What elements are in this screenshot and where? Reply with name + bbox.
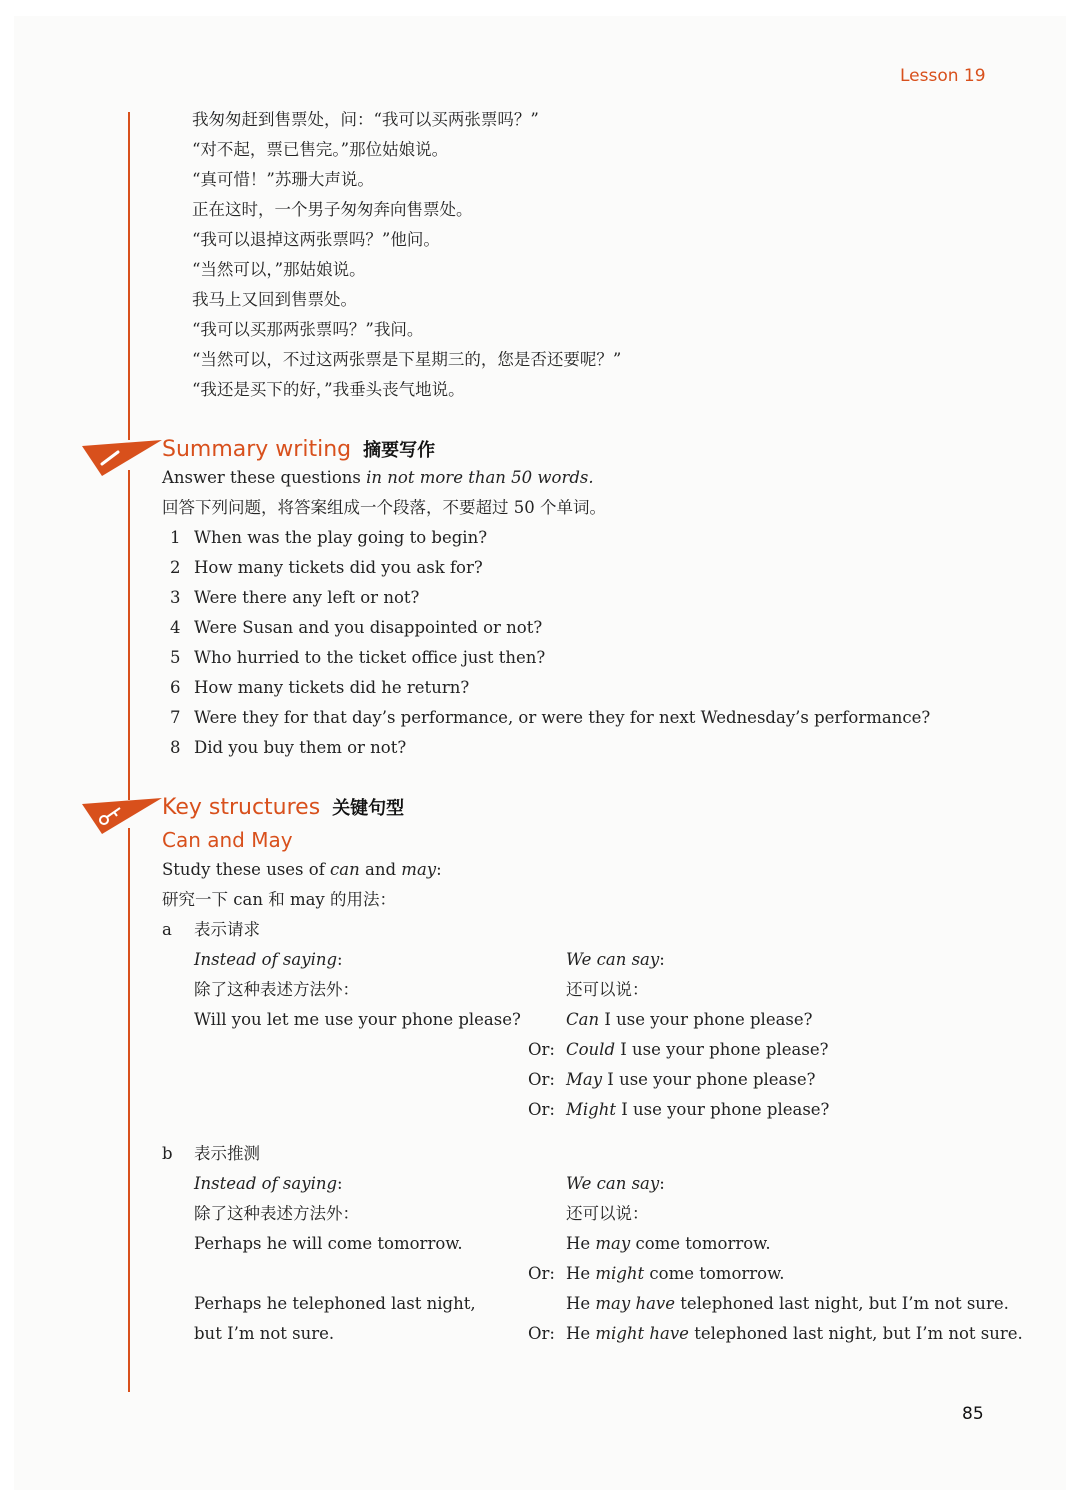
alternative-sentence <box>566 1040 828 1060</box>
instead-label-cn: 除了这种表述方法外： <box>194 980 359 999</box>
question-text: Did you buy them or not? <box>194 738 407 757</box>
instead-text: Instead of saying <box>194 1174 338 1193</box>
alternative-sentence <box>566 1324 1023 1344</box>
sentence-start: He <box>566 1234 596 1253</box>
key-title-cn: 关键句型 <box>332 798 405 819</box>
lesson-label: Lesson 19 <box>900 66 986 86</box>
study-instruction-cn: 研究一下 can 和 may 的用法： <box>162 890 396 909</box>
summary-title: Summary writing <box>162 437 352 462</box>
instead-label: Instead of saying: <box>194 1174 343 1193</box>
or-label: Or: <box>528 1100 555 1119</box>
study-colon: : <box>436 860 442 879</box>
summary-heading <box>162 436 435 462</box>
sentence-rest: come tomorrow. <box>630 1234 771 1253</box>
question-number: 3 <box>170 588 181 607</box>
modal-verb: may have <box>595 1294 676 1313</box>
modal-verb: Could <box>566 1040 616 1059</box>
part-letter: a <box>162 920 172 939</box>
sentence-rest: I use your phone please? <box>602 1070 816 1089</box>
original-sentence: but I’m not sure. <box>194 1324 335 1343</box>
summary-title-cn: 摘要写作 <box>363 440 436 461</box>
translation-line: “对不起，票已售完。”那位姑娘说。 <box>192 140 449 159</box>
we-can-label-cn: 还可以说： <box>566 1204 649 1223</box>
translation-line: “当然可以，不过这两张票是下星期三的，您是否还要呢？” <box>192 350 622 369</box>
study-text: Study these uses of <box>162 860 331 879</box>
question-number: 6 <box>170 678 181 697</box>
translation-line: 我匆匆赶到售票处，问：“我可以买两张票吗？” <box>192 110 539 129</box>
question-number: 2 <box>170 558 181 577</box>
translation-line: 我马上又回到售票处。 <box>192 290 357 309</box>
margin-rule <box>128 470 130 800</box>
instead-text: Instead of saying <box>194 950 338 969</box>
modal-verb: may <box>595 1234 631 1253</box>
alternative-sentence <box>566 1264 785 1284</box>
question-number: 4 <box>170 618 181 637</box>
summary-instruction-cn: 回答下列问题，将答案组成一个段落，不要超过 50 个单词。 <box>162 498 606 517</box>
pencil-icon <box>82 438 162 478</box>
study-instruction <box>162 860 442 880</box>
question-number: 8 <box>170 738 181 757</box>
question-text: Were there any left or not? <box>194 588 420 607</box>
sentence-rest: I use your phone please? <box>599 1010 813 1029</box>
question-number: 1 <box>170 528 181 547</box>
sentence-start: He <box>566 1264 596 1283</box>
original-sentence: Perhaps he telephoned last night, <box>194 1294 476 1313</box>
or-label: Or: <box>528 1070 555 1089</box>
or-label: Or: <box>528 1324 555 1343</box>
margin-rule <box>128 828 130 1392</box>
alternative-sentence <box>566 1100 829 1120</box>
question-text: How many tickets did he return? <box>194 678 470 697</box>
alternative-sentence <box>566 1234 771 1254</box>
we-can-label-cn: 还可以说： <box>566 980 649 999</box>
question-text: Who hurried to the ticket office just then? <box>194 648 546 667</box>
original-sentence: Perhaps he will come tomorrow. <box>194 1234 463 1253</box>
key-title: Key structures <box>162 795 321 820</box>
or-label: Or: <box>528 1040 555 1059</box>
sentence-rest: telephoned last night, but I’m not sure. <box>675 1294 1009 1313</box>
alternative-sentence <box>566 1010 813 1030</box>
translation-line: 正在这时，一个男子匆匆奔向售票处。 <box>192 200 473 219</box>
question-number: 5 <box>170 648 181 667</box>
sentence-rest: come tomorrow. <box>644 1264 785 1283</box>
sentence-rest: telephoned last night, but I’m not sure. <box>688 1324 1023 1343</box>
we-can-text: We can say <box>566 1174 660 1193</box>
question-text: Were they for that day’s performance, or were they for next Wednesday’s performance? <box>194 708 931 727</box>
or-label: Or: <box>528 1264 555 1283</box>
alternative-sentence <box>566 1294 1009 1314</box>
part-label: 表示推测 <box>194 1144 260 1163</box>
key-structures-heading <box>162 794 404 820</box>
we-can-text: We can say <box>566 950 660 969</box>
study-may: may <box>401 860 437 879</box>
alternative-sentence <box>566 1070 815 1090</box>
modal-verb: might <box>595 1264 645 1283</box>
modal-verb: Might <box>566 1100 616 1119</box>
instruction-emphasis: in not more than 50 words. <box>366 468 594 487</box>
study-and: and <box>359 860 402 879</box>
modal-verb: Can <box>566 1010 600 1029</box>
modal-verb: might have <box>595 1324 689 1343</box>
instead-label-cn: 除了这种表述方法外： <box>194 1204 359 1223</box>
sentence-rest: I use your phone please? <box>616 1100 830 1119</box>
instead-label: Instead of saying: <box>194 950 343 969</box>
sentence-start: He <box>566 1294 596 1313</box>
part-letter: b <box>162 1144 173 1163</box>
instruction-text: Answer these questions <box>162 468 367 487</box>
key-icon <box>82 796 162 836</box>
study-can: can <box>330 860 360 879</box>
question-number: 7 <box>170 708 181 727</box>
summary-instruction <box>162 468 594 488</box>
page-number: 85 <box>962 1404 984 1424</box>
question-text: When was the play going to begin? <box>194 528 488 547</box>
translation-line: “真可惜！”苏珊大声说。 <box>192 170 374 189</box>
we-can-label: We can say: <box>566 1174 665 1193</box>
question-text: Were Susan and you disappointed or not? <box>194 618 543 637</box>
original-sentence: Will you let me use your phone please? <box>194 1010 521 1029</box>
sentence-rest: I use your phone please? <box>615 1040 829 1059</box>
margin-rule <box>128 112 130 440</box>
translation-line: “我可以买那两张票吗？”我问。 <box>192 320 424 339</box>
question-text: How many tickets did you ask for? <box>194 558 483 577</box>
we-can-label: We can say: <box>566 950 665 969</box>
sentence-start: He <box>566 1324 596 1343</box>
translation-line: “我可以退掉这两张票吗？”他问。 <box>192 230 440 249</box>
part-label: 表示请求 <box>194 920 260 939</box>
section-subtitle: Can and May <box>162 828 293 852</box>
translation-line: “当然可以，”那姑娘说。 <box>192 260 366 279</box>
modal-verb: May <box>566 1070 603 1089</box>
translation-line: “我还是买下的好，”我垂头丧气地说。 <box>192 380 465 399</box>
